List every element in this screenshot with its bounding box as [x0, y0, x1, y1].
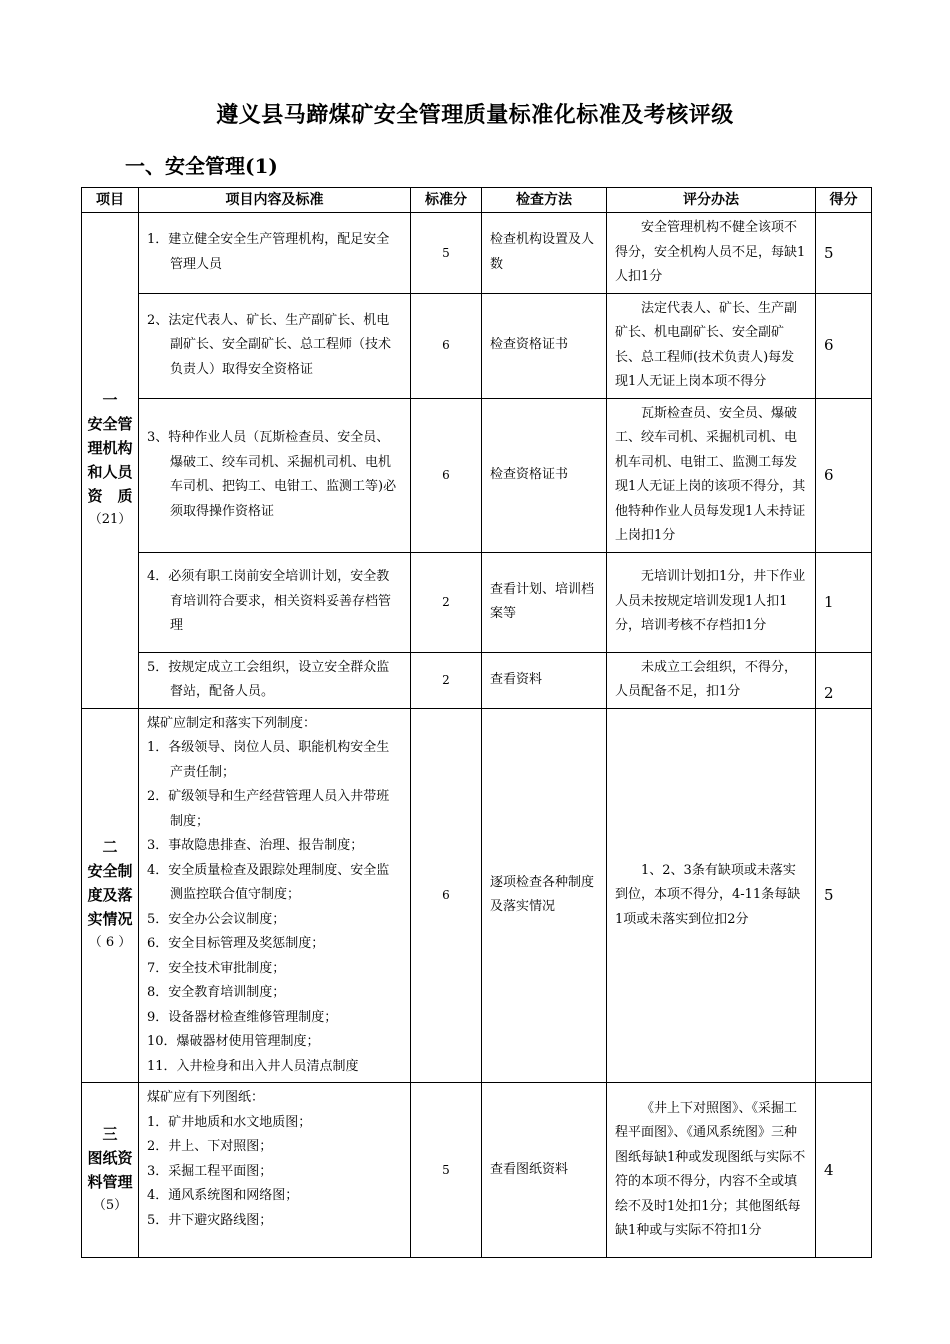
list-item: 6．安全目标管理及奖惩制度；: [147, 936, 325, 951]
content-cell: 1．建立健全安全生产管理机构，配足安全管理人员: [139, 213, 411, 294]
content-intro: 煤矿应有下列图纸：: [147, 1090, 265, 1105]
standard-score-cell: 6: [411, 293, 482, 398]
standard-score-cell: 5: [411, 213, 482, 294]
category-name: 图纸资料管理: [87, 1149, 133, 1191]
list-item: 4．安全质量检查及跟踪处理制度、安全监测监控联合值守制度；: [147, 862, 390, 902]
scoring-cell: 1、2、3条有缺项或未落实到位，本项不得分，4-11条每缺1项或未落实到位扣2分: [607, 708, 816, 1083]
header-scoring-method: 评分办法: [607, 188, 816, 213]
list-item: 11．入井检身和出入井人员清点制度: [147, 1058, 359, 1074]
header-content: 项目内容及标准: [139, 188, 411, 213]
score-cell: 2: [816, 652, 872, 708]
category-cell: [82, 708, 139, 1083]
scoring-cell: 无培训计划扣1分，井下作业人员未按规定培训发现1人扣1分，培训考核不存档扣1分: [607, 552, 816, 652]
content-cell: 4．必须有职工岗前安全培训计划，安全教育培训符合要求，相关资料妥善存档管理: [139, 552, 411, 652]
document-title: 遵义县马蹄煤矿安全管理质量标准化标准及考核评级: [216, 102, 734, 128]
list-item: 2．井上、下对照图；: [147, 1139, 273, 1154]
list-item: 5．安全办公会议制度；: [147, 911, 286, 927]
content-cell: [139, 708, 411, 1083]
check-method-cell: 逐项检查各种制度及落实情况: [482, 708, 607, 1083]
table-row: [82, 398, 872, 552]
scoring-cell: 安全管理机构不健全该项不得分，安全机构人员不足，每缺1人扣1分: [607, 213, 816, 294]
header-score: 得分: [816, 188, 872, 213]
list-item: 9．设备器材检查维修管理制度；: [147, 1009, 338, 1025]
category-points: （5）: [92, 1198, 128, 1213]
scoring-cell: 《井上下对照图》、《采掘工程平面图》、《通风系统图》三种图纸每缺1种或发现图纸与实际不符的本项不得分，内容不全或填绘不及时1处扣1分；其他图纸每缺1种或与实际不符扣1分: [607, 1083, 816, 1258]
check-method-cell: 检查资格证书: [482, 293, 607, 398]
table-row: [82, 552, 872, 652]
standard-score-cell: 2: [411, 552, 482, 652]
content-cell: 5．按规定成立工会组织，设立安全群众监督站，配备人员。: [139, 652, 411, 708]
category-name: 安全管理机构和人员资 质: [87, 415, 133, 506]
score-cell: 6: [816, 293, 872, 398]
standard-score-cell: 5: [411, 1083, 482, 1258]
check-method-cell: 检查资格证书: [482, 398, 607, 552]
score-cell: 4: [816, 1083, 872, 1258]
assessment-table: [81, 187, 872, 1258]
standard-score-cell: 6: [411, 708, 482, 1083]
score-cell: 5: [816, 213, 872, 294]
list-item: 3．采掘工程平面图；: [147, 1163, 273, 1179]
score-cell: 1: [816, 552, 872, 652]
table-row: [82, 293, 872, 398]
list-item: 10．爆破器材使用管理制度；: [147, 1034, 320, 1049]
list-item: 4．通风系统图和网络图；: [147, 1188, 299, 1203]
scoring-cell: 法定代表人、矿长、生产副矿长、机电副矿长、安全副矿长、总工程师(技术负责人)每发现1人无证上岗本项不得分: [607, 293, 816, 398]
check-method-cell: 查看图纸资料: [482, 1083, 607, 1258]
standard-score-cell: 6: [411, 398, 482, 552]
standard-score-cell: 2: [411, 652, 482, 708]
category-number: 二: [102, 838, 118, 857]
check-method-cell: 查看计划、培训档案等: [482, 552, 607, 652]
score-cell: 6: [816, 398, 872, 552]
list-item: 7．安全技术审批制度；: [147, 960, 286, 976]
category-name: 安全制度及落实情况: [87, 862, 133, 929]
scoring-cell: 未成立工会组织，不得分，人员配备不足，扣1分: [607, 652, 816, 708]
content-cell: 3、特种作业人员（瓦斯检查员、安全员、爆破工、绞车司机、采掘机司机、电机车司机、把钩工、电钳工、监测工等)必须取得操作资格证: [139, 398, 411, 552]
header-row: [82, 188, 872, 213]
content-cell: 2、法定代表人、矿长、生产副矿长、机电副矿长、安全副矿长、总工程师（技术负责人）取得安全资格证: [139, 293, 411, 398]
check-method-cell: 查看资料: [482, 652, 607, 708]
category-cell: [82, 213, 139, 709]
section-heading: 一、安全管理(1): [125, 154, 278, 178]
scoring-cell: 瓦斯检查员、安全员、爆破工、绞车司机、采掘机司机、电机车司机、电钳工、监测工每发现1人无证上岗的该项不得分，其他特种作业人员每发现1人未持证上岗扣1分: [607, 398, 816, 552]
header-check-method: 检查方法: [482, 188, 607, 213]
category-points: （ 6 ）: [88, 935, 132, 951]
list-item: 1．矿井地质和水文地质图；: [147, 1114, 312, 1130]
list-item: 5．井下避灾路线图；: [147, 1212, 273, 1228]
category-number: 三: [102, 1125, 118, 1143]
table-row: [82, 652, 872, 708]
header-standard-score: 标准分: [411, 188, 482, 213]
category-points: （21）: [88, 512, 132, 528]
header-item: 项目: [82, 188, 139, 213]
check-method-cell: 检查机构设置及人数: [482, 213, 607, 294]
table-row: [82, 708, 872, 1083]
list-item: 2．矿级领导和生产经营管理人员入井带班制度；: [147, 789, 390, 829]
score-cell: 5: [816, 708, 872, 1083]
category-number: 一: [102, 391, 118, 410]
table-row: [82, 213, 872, 294]
table-row: [82, 1083, 872, 1258]
list-item: 8．安全教育培训制度；: [147, 985, 286, 1000]
list-item: 3．事故隐患排查、治理、报告制度；: [147, 838, 364, 853]
category-cell: [82, 1083, 139, 1258]
list-item: 1．各级领导、岗位人员、职能机构安全生产责任制；: [147, 740, 390, 780]
content-cell: [139, 1083, 411, 1258]
content-intro: 煤矿应制定和落实下列制度：: [147, 715, 317, 731]
